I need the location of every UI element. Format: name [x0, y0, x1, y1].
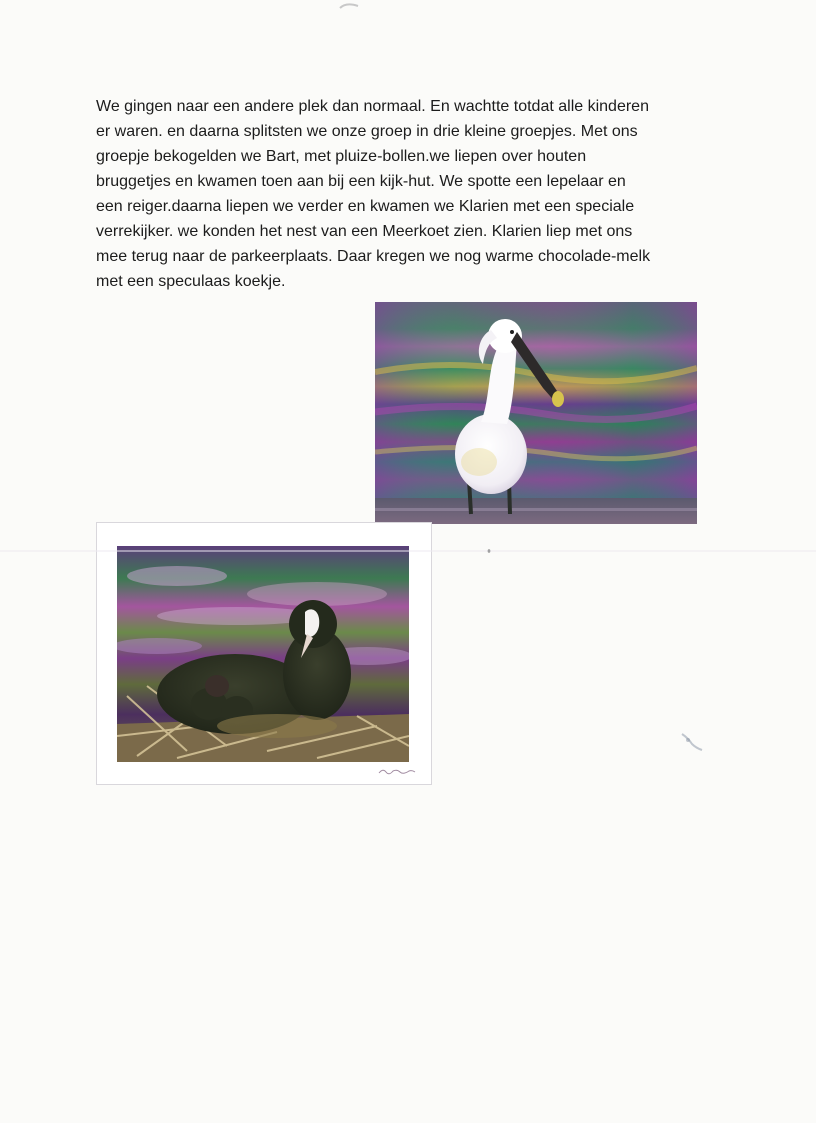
paragraph-line: mee terug naar de parkeerplaats. Daar kregen we nog warme chocolade-melk — [96, 248, 651, 265]
scan-smudge — [678, 730, 708, 754]
paragraph-line: groepje bekogelden we Bart, met pluize-bollen.we liepen over houten — [96, 148, 587, 165]
scan-top-mark — [338, 0, 362, 12]
coot-photo — [117, 546, 409, 762]
paragraph-line: een reiger.daarna liepen we verder en kwamen we Klarien met een speciale — [96, 198, 635, 215]
paragraph-line: bruggetjes en kwamen toen aan bij een kijk-hut. We spotte een lepelaar en — [96, 173, 626, 190]
paragraph-line: met een speculaas koekje. — [96, 273, 286, 290]
paragraph-line: er waren. en daarna splitsten we onze groep in drie kleine groepjes. Met ons — [96, 123, 638, 140]
photographer-signature — [377, 766, 417, 776]
spoonbill-illustration — [375, 302, 697, 524]
paragraph-line: We gingen naar een andere plek dan normaal. En wachtte totdat alle kinderen — [96, 98, 649, 115]
coot-photo-card — [96, 522, 432, 785]
spoonbill-photo — [375, 302, 697, 524]
paragraph-line: verrekijker. we konden het nest van een Meerkoet zien. Klarien liep met ons — [96, 223, 633, 240]
coot-illustration — [117, 546, 409, 762]
scan-fold-line — [0, 548, 816, 554]
story-paragraph — [96, 94, 706, 294]
